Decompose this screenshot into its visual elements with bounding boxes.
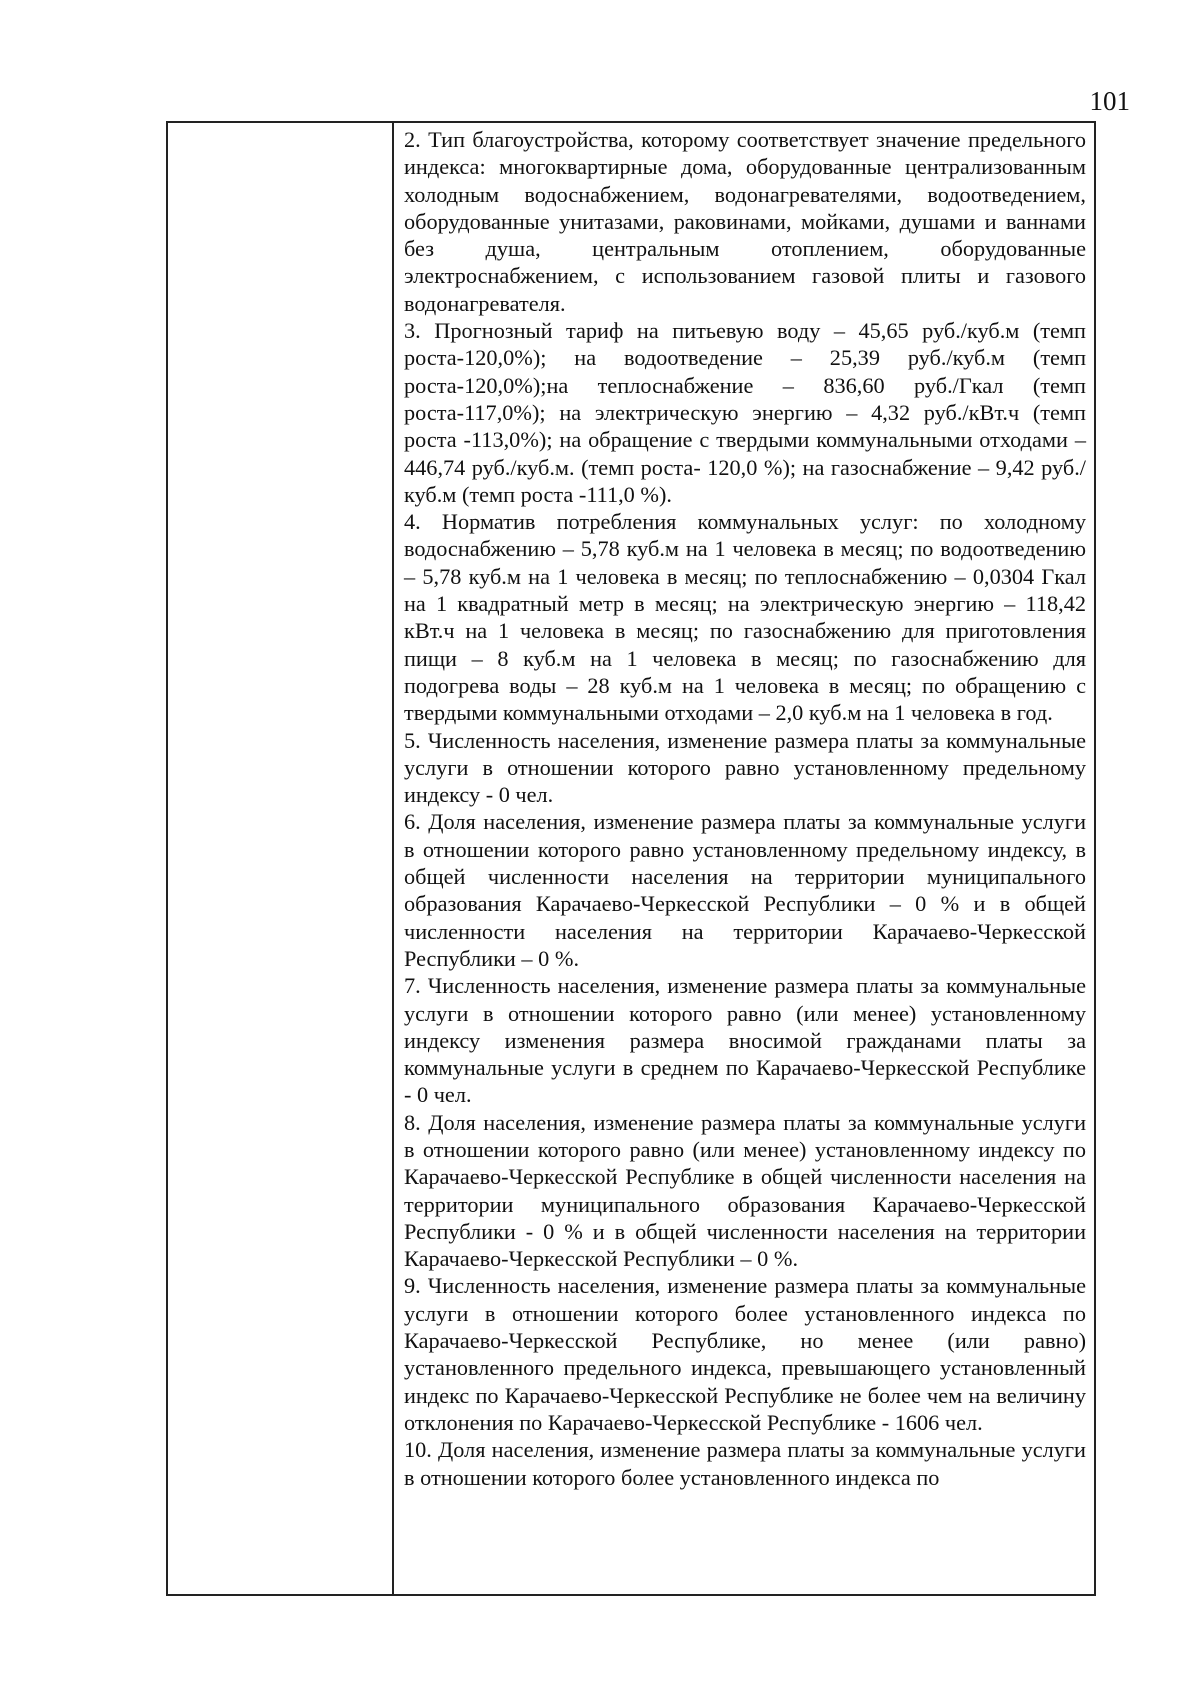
- right-cell: [393, 122, 1095, 1595]
- table-row: [167, 122, 1095, 1595]
- cell-body: [394, 123, 1094, 1594]
- paragraph-6: 6. Доля населения, изменение размера платы за коммунальные услуги в отношении которого равно установленному предельному индексу, в общей численности населения на территории муниципального образования Карачаево-Черкесской Республики – 0 % и в общей численности населения на территории Карачаево-Черкесской Республики – 0 %.: [404, 809, 1086, 971]
- paragraph-2: 2. Тип благоустройства, которому соответствует значение предельного индекса: многоквартирные дома, оборудованные централизованным холодным водоснабжением, водонагревателями, водоотведением, оборудованные унитазами, раковинами, мойками, душами и ваннами без душа, центральным отоплением, оборудованные электроснабжением, с использованием газовой плиты и газового водонагревателя.: [404, 127, 1086, 316]
- left-cell: [167, 122, 393, 1595]
- paragraph-3: 3. Прогнозный тариф на питьевую воду – 45,65 руб./куб.м (темп роста-120,0%); на водоотведение – 25,39 руб./куб.м (темп роста-120,0%);на теплоснабжение – 836,60 руб./Гкал (темп роста-117,0%); на электрическую энергию – 4,32 руб./кВт.ч (темп роста -113,0%); на обращение с твердыми коммунальными отходами – 446,74 руб./куб.м. (темп роста- 120,0 %); на газоснабжение – 9,42 руб./куб.м (темп роста -111,0 %).: [404, 318, 1086, 507]
- page-number: 101: [1089, 86, 1130, 116]
- paragraph-10: 10. Доля населения, изменение размера платы за коммунальные услуги в отношении которого более установленного индекса по: [404, 1437, 1086, 1490]
- paragraph-8: 8. Доля населения, изменение размера платы за коммунальные услуги в отношении которого равно (или менее) установленному индексу по Карачаево-Черкесской Республике в общей численности населения на территории муниципального образования Карачаево-Черкесской Республики - 0 % и в общей численности населения на территории Карачаево-Черкесской Республики – 0 %.: [404, 1109, 1086, 1272]
- document-table: [166, 121, 1096, 1596]
- paragraph-4: 4. Норматив потребления коммунальных услуг: по холодному водоснабжению – 5,78 куб.м на 1 человека в месяц; по водоотведению – 5,78 куб.м на 1 человека в месяц; по теплоснабжению – 0,0304 Гкал на 1 квадратный метр в месяц; на электрическую энергию – 118,42 кВт.ч на 1 человека в месяц; по газоснабжению для приготовления пищи – 8 куб.м на 1 человека в месяц; по газоснабжению для подогрева воды – 28 куб.м на 1 человека в месяц; по обращению с твердыми коммунальными отходами – 2,0 куб.м на 1 человека в год.: [404, 509, 1086, 726]
- paragraph-9: 9. Численность населения, изменение размера платы за коммунальные услуги в отношении которого более установленного индекса по Карачаево-Черкесской Республике, но менее (или равно) установленного предельного индекса, превышающего установленный индекс по Карачаево-Черкесской Республике не более чем на величину отклонения по Карачаево-Черкесской Республике - 1606 чел.: [404, 1273, 1086, 1435]
- paragraph-7: 7. Численность населения, изменение размера платы за коммунальные услуги в отношении которого равно (или менее) установленному индексу изменения размера вносимой гражданами платы за коммунальные услуги в среднем по Карачаево-Черкесской Республике - 0 чел.: [404, 973, 1086, 1108]
- paragraph-5: 5. Численность населения, изменение размера платы за коммунальные услуги в отношении которого равно установленному предельному индексу - 0 чел.: [404, 727, 1086, 808]
